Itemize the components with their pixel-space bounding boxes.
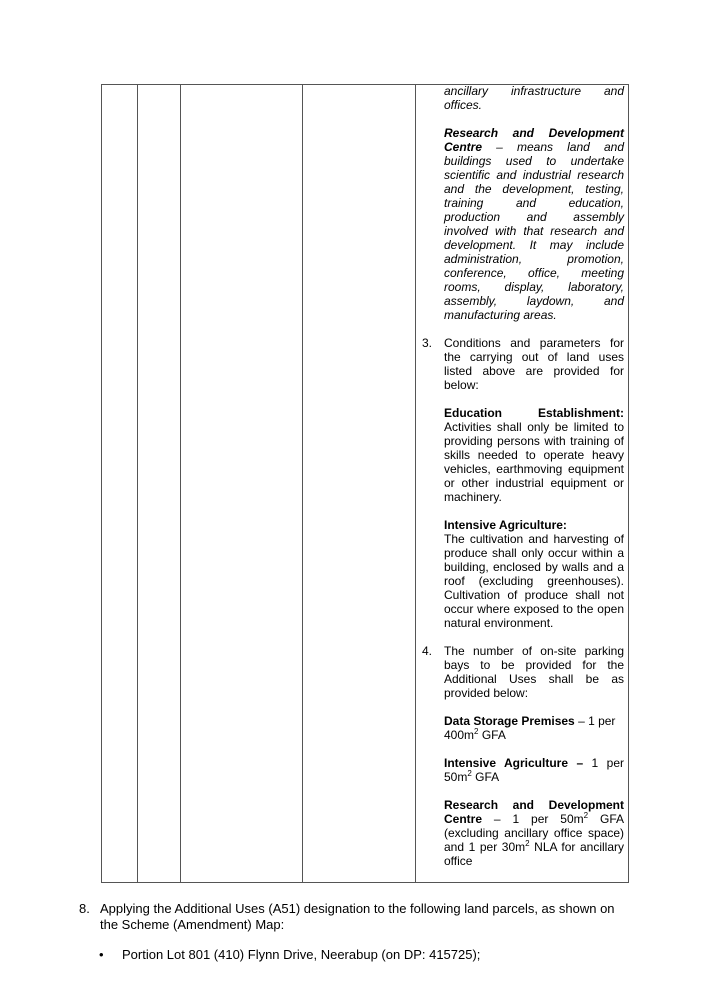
item4-intro-line: provided below:: [444, 686, 529, 700]
item-number: 3.: [422, 336, 433, 350]
agriculture-line: Cultivation of produce shall not: [444, 588, 624, 602]
rd-definition-line: conference, office, meeting: [444, 266, 624, 280]
rd-term: Research and Development: [444, 126, 624, 140]
rd-definition-line: involved with that research and: [444, 224, 624, 238]
rd-definition-line: production and assembly: [444, 210, 624, 224]
definition-tail-line: ancillary infrastructure and: [444, 84, 624, 98]
agriculture-line: building, enclosed by walls and a: [444, 560, 624, 574]
item3-intro-line: listed above are provided for: [444, 364, 624, 378]
parking-data-storage: Data Storage Premises – 1 per $400m^2$ GFA: [444, 714, 616, 742]
list-item-8: [79, 901, 639, 933]
bullet-symbol: •: [99, 947, 104, 962]
education-line: machinery.: [444, 490, 502, 504]
rd-definition-line: rooms, display, laboratory,: [444, 280, 624, 294]
rd-definition-line: buildings used to undertake: [444, 154, 624, 168]
agriculture-heading: Intensive Agriculture:: [444, 518, 567, 532]
bullet-text: Portion Lot 801 (410) Flynn Drive, Neerabup (on DP: 415725);: [122, 947, 481, 962]
item4-intro-line: The number of on-site parking: [444, 644, 624, 658]
parking-rd-centre: Research and Development Centre – 1 per $50m^2$ GFA (excluding ancillary office space) and 1 per $30m^2$ NLA for ancillary office: [444, 798, 625, 868]
education-heading: Education Establishment:: [444, 406, 624, 420]
rd-definition-line: development. It may include: [444, 238, 624, 252]
item4-intro-line: bays to be provided for the: [444, 658, 624, 672]
definition-tail-line: offices.: [444, 98, 483, 112]
education-line: Activities shall only be limited to: [444, 420, 624, 434]
table-column-divider: [302, 84, 303, 883]
bullet-item: [99, 947, 480, 963]
conditions-cell: [416, 84, 628, 868]
rd-term: Centre: [444, 140, 483, 154]
education-line: providing persons with training of: [444, 434, 624, 448]
agriculture-line: roof (excluding greenhouses).: [444, 574, 624, 588]
education-line: or other industrial equipment or: [444, 476, 624, 490]
rd-definition-line: training and education,: [444, 196, 624, 210]
item4-intro-line: Additional Uses shall be as: [444, 672, 624, 686]
item3-intro-line: Conditions and parameters for: [444, 336, 624, 350]
item8-line: the Scheme (Amendment) Map:: [100, 917, 285, 932]
condition-item-3: [416, 336, 628, 630]
rd-definition-line: manufacturing areas.: [444, 308, 557, 322]
rd-centre-definition: [416, 126, 628, 322]
rd-definition-line: and the development, testing,: [444, 182, 624, 196]
item-number: 8.: [79, 901, 90, 916]
education-line: skills needed to operate heavy: [444, 448, 624, 462]
agriculture-line: The cultivation and harvesting of: [444, 532, 624, 546]
rd-definition-line: administration, promotion,: [444, 252, 624, 266]
rd-definition-line: scientific and industrial research: [444, 168, 624, 182]
item3-intro-line: below:: [444, 378, 479, 392]
agriculture-line: occur where exposed to the open: [444, 602, 624, 616]
rd-definition-line: assembly, laydown, and: [444, 294, 624, 308]
parking-intensive-agriculture: Intensive Agriculture – 1 per $50m^2$ GFA: [444, 756, 624, 784]
condition-item-4: [416, 644, 628, 868]
education-line: vehicles, earthmoving equipment: [444, 462, 624, 476]
agriculture-line: produce shall only occur within a: [444, 546, 624, 560]
item3-intro-line: the carrying out of land uses: [444, 350, 624, 364]
table-column-divider: [180, 84, 181, 883]
item-number: 4.: [422, 644, 433, 658]
table-column-divider: [137, 84, 138, 883]
rd-definition-text: – means land and: [482, 140, 624, 154]
item8-line: Applying the Additional Uses (A51) designation to the following land parcels, as shown on: [100, 901, 615, 916]
agriculture-line: natural environment.: [444, 616, 554, 630]
